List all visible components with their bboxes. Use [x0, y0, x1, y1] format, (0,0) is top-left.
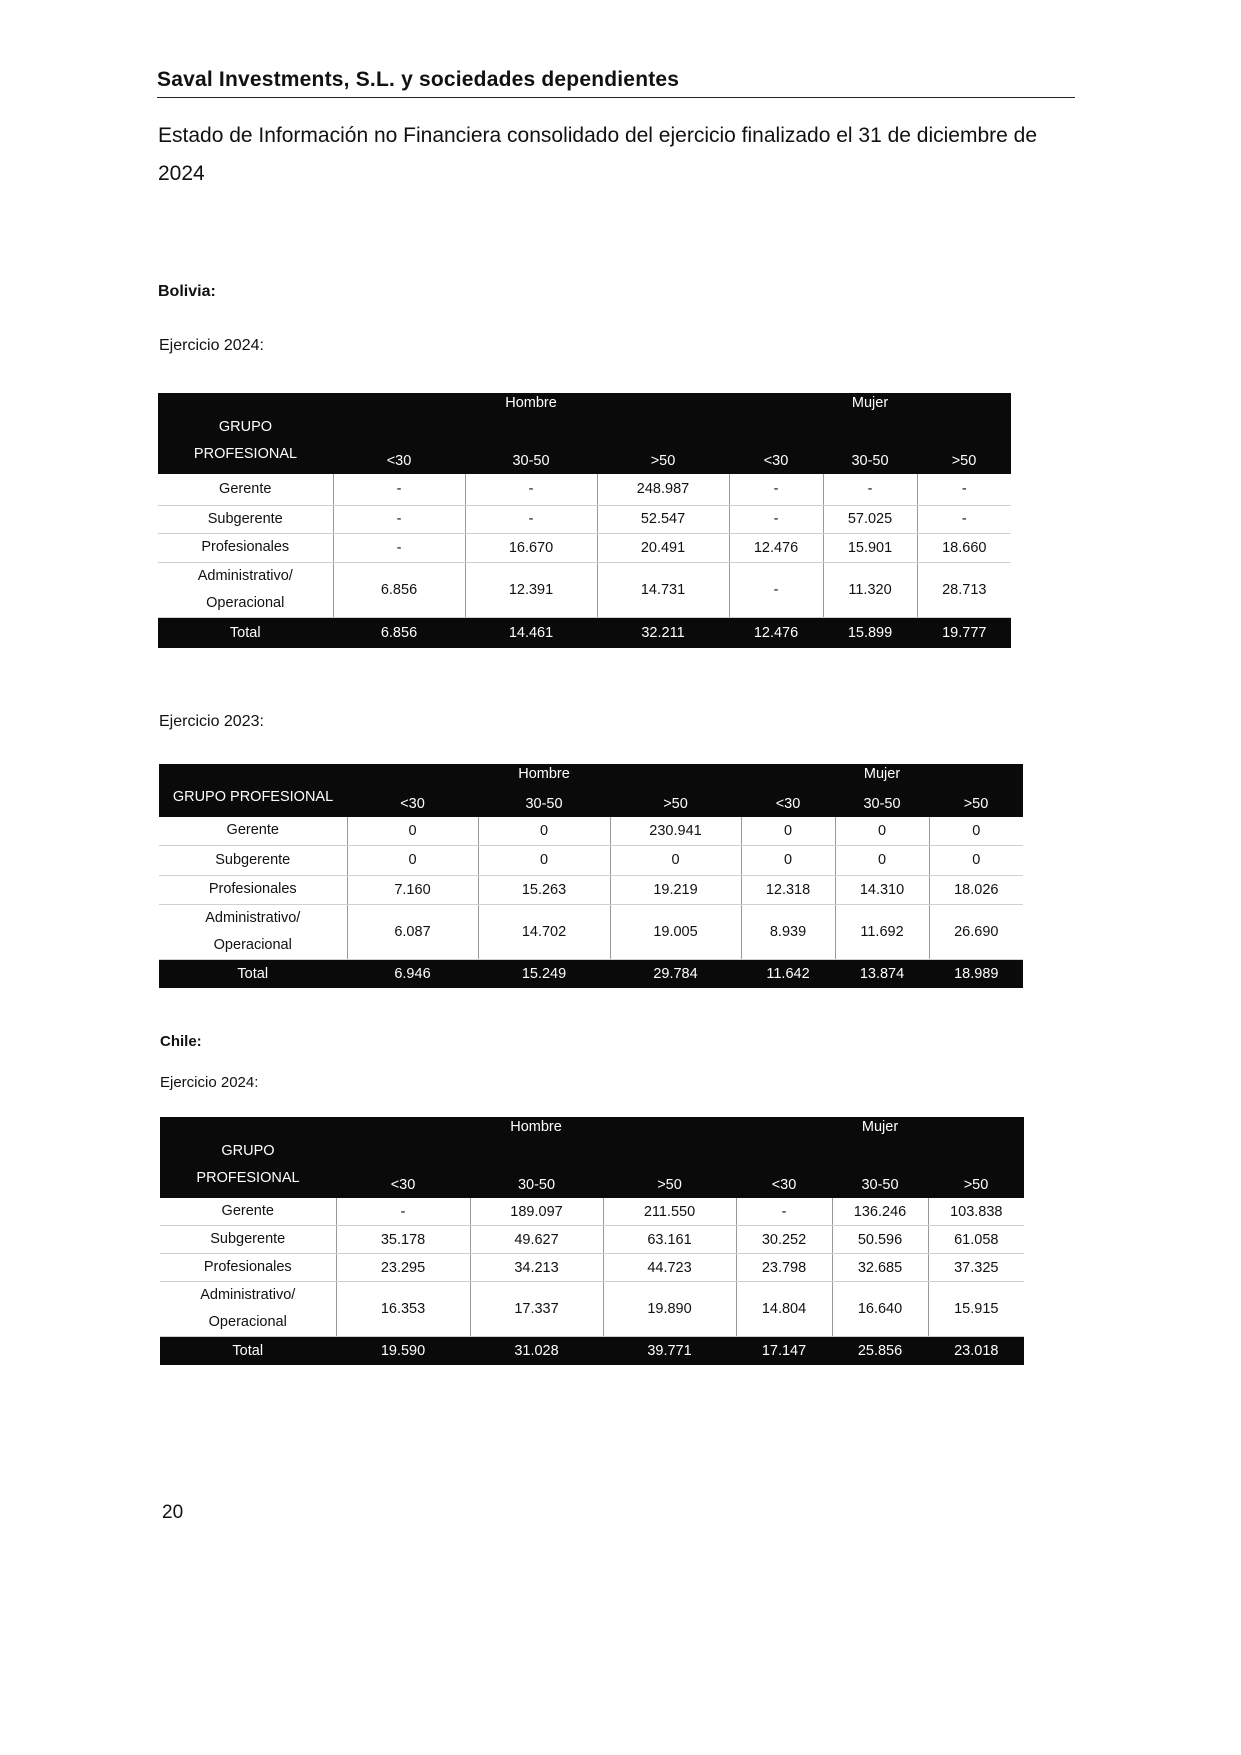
- table-cell: -: [333, 505, 465, 533]
- table-cell: 16.353: [336, 1282, 470, 1337]
- table-cell: 14.731: [597, 562, 729, 617]
- page-header: [157, 68, 1075, 98]
- age-band-header: 30-50: [465, 431, 597, 474]
- section-label-chile: Chile:: [160, 1033, 202, 1050]
- total-cell: 11.642: [741, 959, 835, 988]
- age-band-header: <30: [333, 431, 465, 474]
- total-cell: 29.784: [610, 959, 741, 988]
- table-row: [158, 474, 1011, 505]
- table-cell: 28.713: [917, 562, 1011, 617]
- row-label: Gerente: [160, 1198, 336, 1226]
- female-header: Mujer: [736, 1117, 1024, 1155]
- total-cell: 6.946: [347, 959, 478, 988]
- age-band-header: 30-50: [835, 792, 929, 817]
- table-cell: 248.987: [597, 474, 729, 505]
- table-cell: 0: [835, 817, 929, 845]
- table-cell: 63.161: [603, 1226, 736, 1254]
- table-cell: -: [917, 505, 1011, 533]
- female-header: Mujer: [729, 393, 1011, 431]
- age-band-header: >50: [929, 792, 1023, 817]
- table-body: [158, 474, 1011, 648]
- male-header: Hombre: [347, 764, 741, 792]
- table-cell: 11.320: [823, 562, 917, 617]
- total-cell: 13.874: [835, 959, 929, 988]
- table-cell: 32.685: [832, 1254, 928, 1282]
- table-row: [159, 904, 1023, 959]
- total-cell: 19.777: [917, 617, 1011, 648]
- table-cell: 23.295: [336, 1254, 470, 1282]
- table-cell: 0: [347, 817, 478, 845]
- age-band-header: >50: [928, 1155, 1024, 1198]
- total-row: [158, 617, 1011, 648]
- section-label-bolivia: Bolivia:: [158, 283, 216, 300]
- total-row: [160, 1337, 1024, 1365]
- row-label: Subgerente: [160, 1226, 336, 1254]
- document-title: Estado de Información no Financiera consolidado del ejercicio finalizado el 31 de diciembre de 2024: [158, 124, 1038, 185]
- table-cell: 14.702: [478, 904, 610, 959]
- table-cell: 15.901: [823, 533, 917, 562]
- table-row: [160, 1226, 1024, 1254]
- table-row: [158, 505, 1011, 533]
- table-cell: -: [729, 505, 823, 533]
- age-band-header: >50: [917, 431, 1011, 474]
- row-label: Administrativo/ Operacional: [159, 904, 347, 959]
- table-cell: 6.856: [333, 562, 465, 617]
- salary-table: [160, 1117, 1024, 1365]
- row-label: Administrativo/ Operacional: [158, 562, 333, 617]
- table-cell: 6.087: [347, 904, 478, 959]
- age-band-header: 30-50: [832, 1155, 928, 1198]
- table-cell: 15.263: [478, 875, 610, 904]
- table-row: [159, 875, 1023, 904]
- total-label: Total: [159, 959, 347, 988]
- total-row: [159, 959, 1023, 988]
- table-cell: 189.097: [470, 1198, 603, 1226]
- table-header: [160, 1117, 1024, 1198]
- age-band-header: 30-50: [478, 792, 610, 817]
- table-cell: 44.723: [603, 1254, 736, 1282]
- total-cell: 19.590: [336, 1337, 470, 1365]
- table-cell: -: [336, 1198, 470, 1226]
- table-cell: 14.804: [736, 1282, 832, 1337]
- table-cell: 50.596: [832, 1226, 928, 1254]
- total-cell: 39.771: [603, 1337, 736, 1365]
- total-label: Total: [160, 1337, 336, 1365]
- row-label: Subgerente: [159, 845, 347, 875]
- table-body: [159, 817, 1023, 988]
- total-cell: 18.989: [929, 959, 1023, 988]
- table-row: [159, 845, 1023, 875]
- table-row: [160, 1198, 1024, 1226]
- total-cell: 25.856: [832, 1337, 928, 1365]
- table-cell: 0: [929, 845, 1023, 875]
- period-label: Ejercicio 2024:: [160, 1074, 259, 1091]
- total-label: Total: [158, 617, 333, 648]
- male-header: Hombre: [333, 393, 729, 431]
- table-cell: 0: [741, 845, 835, 875]
- table-cell: 12.476: [729, 533, 823, 562]
- table-cell: 16.670: [465, 533, 597, 562]
- table-cell: 0: [929, 817, 1023, 845]
- table-cell: 12.391: [465, 562, 597, 617]
- table-cell: 0: [347, 845, 478, 875]
- table-row: [158, 562, 1011, 617]
- total-cell: 6.856: [333, 617, 465, 648]
- group-header-cell: GRUPO PROFESIONAL: [159, 764, 347, 817]
- table-cell: -: [917, 474, 1011, 505]
- company-name: Saval Investments, S.L. y sociedades dependientes: [157, 68, 680, 91]
- table-cell: -: [823, 474, 917, 505]
- age-band-header: <30: [741, 792, 835, 817]
- row-label: Profesionales: [160, 1254, 336, 1282]
- group-header-cell: GRUPO PROFESIONAL: [160, 1117, 336, 1198]
- table-cell: 15.915: [928, 1282, 1024, 1337]
- table-cell: 7.160: [347, 875, 478, 904]
- age-band-header: <30: [347, 792, 478, 817]
- salary-table: [158, 393, 1011, 648]
- table-cell: 18.026: [929, 875, 1023, 904]
- table-body: [160, 1198, 1024, 1365]
- table-cell: 26.690: [929, 904, 1023, 959]
- table-cell: 230.941: [610, 817, 741, 845]
- table-cell: 49.627: [470, 1226, 603, 1254]
- table-cell: 61.058: [928, 1226, 1024, 1254]
- table-cell: 30.252: [736, 1226, 832, 1254]
- total-cell: 15.249: [478, 959, 610, 988]
- age-band-header: <30: [736, 1155, 832, 1198]
- table-row: [158, 533, 1011, 562]
- table-cell: 0: [741, 817, 835, 845]
- table-cell: 17.337: [470, 1282, 603, 1337]
- period-label: Ejercicio 2023:: [159, 713, 264, 730]
- header-row-gender: [159, 764, 1023, 792]
- table-cell: 57.025: [823, 505, 917, 533]
- row-label: Profesionales: [159, 875, 347, 904]
- table-cell: 12.318: [741, 875, 835, 904]
- period-label: Ejercicio 2024:: [159, 337, 264, 354]
- table-cell: 20.491: [597, 533, 729, 562]
- total-cell: 15.899: [823, 617, 917, 648]
- table-cell: 34.213: [470, 1254, 603, 1282]
- row-label: Gerente: [159, 817, 347, 845]
- table-cell: 0: [478, 845, 610, 875]
- table-cell: 0: [478, 817, 610, 845]
- table-cell: 52.547: [597, 505, 729, 533]
- group-header-cell: GRUPO PROFESIONAL: [158, 393, 333, 474]
- table-cell: 19.219: [610, 875, 741, 904]
- table-cell: 211.550: [603, 1198, 736, 1226]
- age-band-header: <30: [336, 1155, 470, 1198]
- table-cell: 103.838: [928, 1198, 1024, 1226]
- table-cell: -: [736, 1198, 832, 1226]
- table-cell: -: [333, 533, 465, 562]
- header-row-gender: [158, 393, 1011, 431]
- table-cell: -: [465, 505, 597, 533]
- table-cell: 16.640: [832, 1282, 928, 1337]
- table-cell: 19.005: [610, 904, 741, 959]
- total-cell: 31.028: [470, 1337, 603, 1365]
- table-header: [158, 393, 1011, 474]
- table-cell: 0: [835, 845, 929, 875]
- table-row: [160, 1254, 1024, 1282]
- table-cell: 11.692: [835, 904, 929, 959]
- table-row: [159, 817, 1023, 845]
- table-cell: 14.310: [835, 875, 929, 904]
- page-number: 20: [162, 1502, 184, 1523]
- row-label: Profesionales: [158, 533, 333, 562]
- table-cell: 0: [610, 845, 741, 875]
- age-band-header: >50: [603, 1155, 736, 1198]
- total-cell: 32.211: [597, 617, 729, 648]
- table-row: [160, 1282, 1024, 1337]
- salary-table: [159, 764, 1023, 988]
- table-cell: -: [465, 474, 597, 505]
- table-cell: 37.325: [928, 1254, 1024, 1282]
- age-band-header: >50: [610, 792, 741, 817]
- header-row-gender: [160, 1117, 1024, 1155]
- table-cell: 19.890: [603, 1282, 736, 1337]
- row-label: Gerente: [158, 474, 333, 505]
- total-cell: 14.461: [465, 617, 597, 648]
- table-header: [159, 764, 1023, 817]
- table-cell: -: [333, 474, 465, 505]
- table-cell: 136.246: [832, 1198, 928, 1226]
- table-cell: 35.178: [336, 1226, 470, 1254]
- table-cell: 23.798: [736, 1254, 832, 1282]
- total-cell: 17.147: [736, 1337, 832, 1365]
- table-cell: 18.660: [917, 533, 1011, 562]
- row-label: Administrativo/ Operacional: [160, 1282, 336, 1337]
- table-cell: -: [729, 562, 823, 617]
- age-band-header: <30: [729, 431, 823, 474]
- row-label: Subgerente: [158, 505, 333, 533]
- age-band-header: >50: [597, 431, 729, 474]
- total-cell: 23.018: [928, 1337, 1024, 1365]
- female-header: Mujer: [741, 764, 1023, 792]
- age-band-header: 30-50: [823, 431, 917, 474]
- male-header: Hombre: [336, 1117, 736, 1155]
- total-cell: 12.476: [729, 617, 823, 648]
- table-cell: -: [729, 474, 823, 505]
- age-band-header: 30-50: [470, 1155, 603, 1198]
- table-cell: 8.939: [741, 904, 835, 959]
